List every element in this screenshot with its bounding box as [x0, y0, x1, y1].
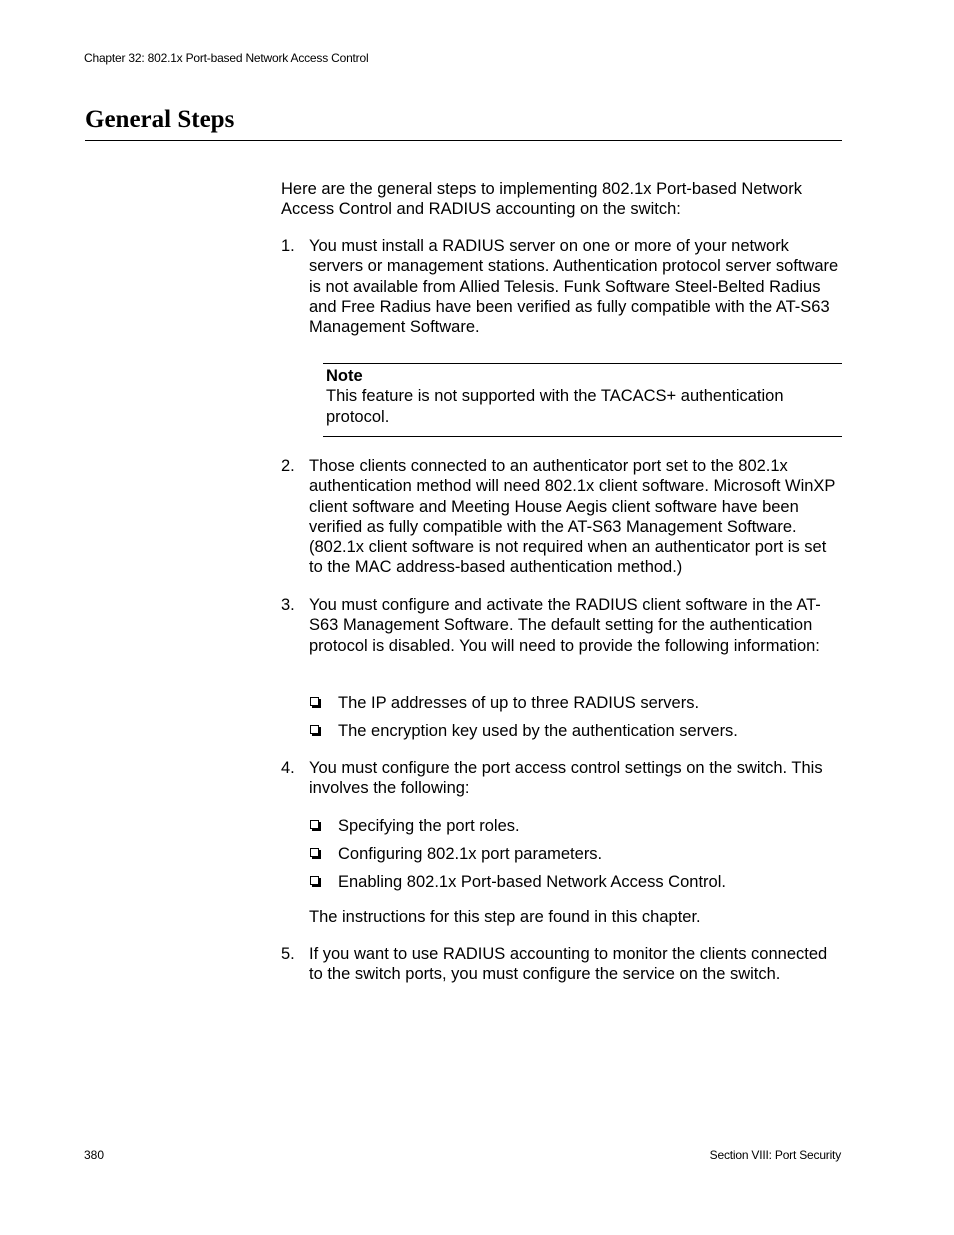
title-rule	[85, 140, 842, 141]
note-label: Note	[326, 367, 363, 385]
bullet-text: The IP addresses of up to three RADIUS servers.	[338, 694, 700, 712]
step-2-text: Those clients connected to an authenticator port set to the 802.1x authentication method will need 802.1x client software. Microsoft WinXP client software and Meeting House Aegis client software have been verified as fully compatible with the AT-S63 Management Software. (802.1x client software is not required when an authenticator port is set to the MAC address-based authentication method.)	[309, 457, 836, 577]
checkbox-bullet-icon	[310, 697, 319, 706]
footer-section: Section VIII: Port Security	[709, 1148, 841, 1162]
bullet-text: The encryption key used by the authentication servers.	[338, 722, 738, 740]
step-5-text: If you want to use RADIUS accounting to monitor the clients connected to the switch ports, you must configure the service on the switch.	[309, 945, 828, 984]
note-text: This feature is not supported with the TACACS+ authentication protocol.	[326, 387, 784, 426]
bullet-text: Configuring 802.1x port parameters.	[338, 845, 603, 863]
bullet-text: Specifying the port roles.	[338, 817, 520, 835]
step-4-followup: The instructions for this step are found in this chapter.	[309, 908, 701, 926]
note-box	[323, 363, 842, 437]
footer-page-number: 380	[84, 1148, 105, 1162]
step-3-number: 3.	[281, 596, 295, 614]
step-2-number: 2.	[281, 457, 295, 475]
step-1-number: 1.	[281, 237, 295, 255]
step-4-text: You must configure the port access control settings on the switch. This involves the following:	[309, 759, 823, 798]
step-5-number: 5.	[281, 945, 295, 963]
step-1-text: You must install a RADIUS server on one or more of your network servers or management stations. Authentication protocol server software is not available from Allied Telesis. Funk Software Steel-Belted Radius and Free Radius have been verified as fully compatible with the AT-S63 Management Software.	[309, 237, 839, 337]
step-3-text: You must configure and activate the RADIUS client software in the AT-S63 Management Software. The default setting for the authentication protocol is disabled. You will need to provide the following information:	[309, 596, 821, 655]
running-head: Chapter 32: 802.1x Port-based Network Access Control	[84, 51, 369, 65]
step-4-number: 4.	[281, 759, 295, 777]
checkbox-bullet-icon	[310, 725, 319, 734]
section-title: General Steps	[85, 106, 235, 133]
checkbox-bullet-icon	[310, 848, 319, 857]
checkbox-bullet-icon	[310, 820, 319, 829]
intro-paragraph: Here are the general steps to implementing 802.1x Port-based Network Access Control and RADIUS accounting on the switch:	[281, 180, 802, 219]
bullet-text: Enabling 802.1x Port-based Network Access Control.	[338, 873, 726, 891]
checkbox-bullet-icon	[310, 876, 319, 885]
